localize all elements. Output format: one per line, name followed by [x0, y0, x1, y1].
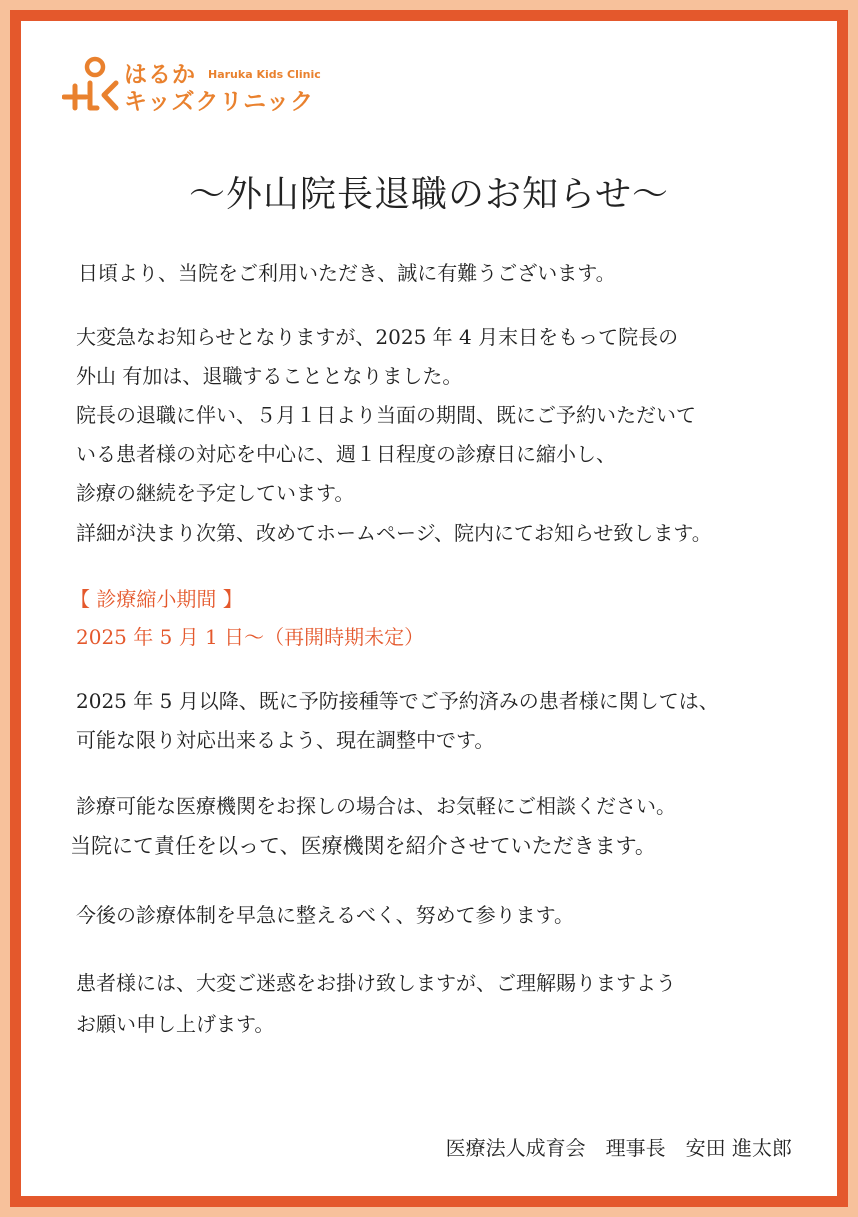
body-line: 詳細が決まり次第、改めてホームページ、院内にてお知らせ致します。 — [76, 521, 712, 545]
signature: 医療法人成育会 理事長 安田 進太郎 — [445, 1136, 792, 1160]
body-line: 外山 有加は、退職することとなりました。 — [76, 364, 463, 388]
period-value: 2025 年 5 月 1 日〜（再開時期未定） — [76, 625, 425, 649]
greeting-text: 日頃より、当院をご利用いただき、誠に有難うございます。 — [78, 261, 616, 285]
body-line: 院長の退職に伴い、５月１日より当面の期間、既にご予約いただいて — [76, 403, 696, 427]
body-line: 今後の診療体制を早急に整えるべく、努めて参ります。 — [76, 903, 574, 927]
logo-name-english: Haruka Kids Clinic — [208, 68, 321, 81]
logo-name-hiragana: はるか — [124, 62, 196, 88]
closing-line: お願い申し上げます。 — [76, 1012, 275, 1036]
period-heading: 【 診療縮小期間 】 — [70, 587, 243, 611]
clinic-logo — [62, 56, 332, 116]
closing-line: 患者様には、大変ご迷惑をお掛け致しますが、ご理解賜りますよう — [76, 971, 676, 995]
body-line: いる患者様の対応を中心に、週１日程度の診療日に縮小し、 — [76, 442, 616, 466]
body-line: 当院にて責任を以って、医療機関を紹介させていただきます。 — [70, 834, 656, 858]
body-line: 2025 年 5 月以降、既に予防接種等でご予約済みの患者様に関しては、 — [76, 689, 719, 713]
logo-name-katakana: キッズクリニック — [124, 89, 315, 115]
body-line: 診療可能な医療機関をお探しの場合は、お気軽にご相談ください。 — [76, 794, 676, 818]
body-line: 可能な限り対応出来るよう、現在調整中です。 — [76, 728, 495, 752]
body-line: 大変急なお知らせとなりますが、2025 年 4 月末日をもって院長の — [76, 325, 679, 349]
notice-title: 〜外山院長退職のお知らせ〜 — [189, 174, 669, 215]
body-line: 診療の継続を予定しています。 — [76, 481, 355, 505]
haruka-kids-clinic-logo-icon — [62, 56, 120, 114]
